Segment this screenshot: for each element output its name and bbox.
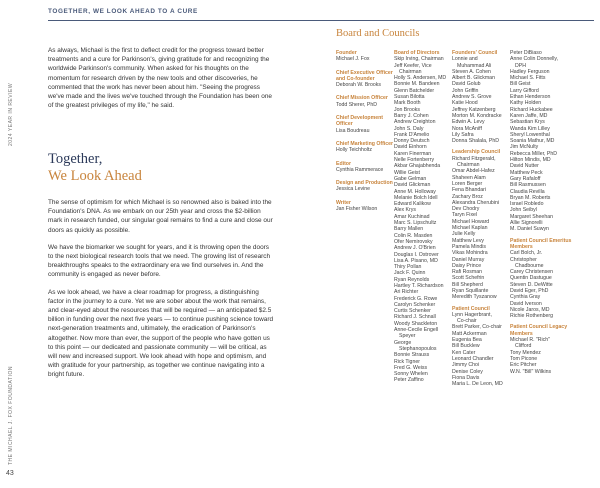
list-item: Eric Pitcher (510, 362, 537, 369)
list-item: Donny Deutsch (394, 138, 430, 145)
list-item: Vikas Mohindra (452, 250, 488, 257)
list-heading: Leadership Council (452, 149, 501, 156)
list-item: Pamela Mindis (452, 243, 487, 250)
list-item: Nora McAniff (452, 125, 482, 132)
list-item: Susan Bilotta (394, 94, 425, 101)
list-item: Marc S. Lipschultz (394, 220, 437, 227)
list-item: Speyer (399, 333, 416, 340)
intro-paragraph: As always, Michael is the first to deflect credit for the progress toward better treatments and a cure for Parkinson's, giving gratitude for and recognizing the worldwide Parkinson's community. When asked for his thoughts on the momentum for research driven by the new tools and other discoveries, he commented that the work has never been about him. "Seeing the progress we've made and the lives we've touched through the Foundation has been one of the greatest privileges of my life," he said. (48, 47, 272, 110)
role-name: Lisa Boudreau (336, 127, 370, 134)
list-item: Ryan Reynolds (394, 276, 430, 283)
list-item: Lynn Hagerbrant, (452, 311, 492, 318)
list-item: David Golub (452, 81, 481, 88)
list-item: DPH (515, 62, 526, 69)
list-item: Jon Brooks (394, 106, 420, 113)
list-item: Claudia Revilla (510, 188, 545, 195)
list-item: Katie Hood (452, 100, 478, 107)
list-item: Rebecca Miller, PhD (510, 150, 557, 157)
list-item: Sonny Whelen (394, 371, 428, 378)
list-item: Jeff Keefer, Vice (394, 62, 432, 69)
list-item: Tony Mendez (510, 349, 541, 356)
role-name: Todd Sherer, PhD (336, 101, 377, 108)
section-heading-line1: Together, (48, 151, 103, 167)
list-item: Skip Irving, Chairman (394, 56, 444, 63)
list-item: Israel Robledo (510, 201, 544, 208)
role-name: Jessica Levine (336, 186, 371, 193)
body-paragraph: As we look ahead, we have a clear roadmap for progress, a distinguishing factor in the journey to a cure. Yet we are sober about the work that remains, and clear-eyed about the resources that will be required — an anticipated $2.5 billion in funding over the next five years — to continue pushing science toward next-generation treatments and, ultimately, the eradication of Parkinson's altogether. Now more than ever, the support of the people who have gotten us to this point — our dedicated and passionate community — will be critical, as will new and increased support. We look ahead with hope and optimism, and with gratitude for your partnership, as together we continue navigating into a bright future. (48, 288, 274, 379)
body-column (48, 198, 276, 388)
list-item: John Griffin (452, 87, 479, 94)
list-heading: Patient Council Emeritus Members (510, 237, 572, 250)
list-item: David Glickman (394, 182, 431, 189)
list-item: Carolyn Schenker (394, 301, 436, 308)
list-item: Bill Shepherd (452, 281, 483, 288)
role-title: Chief Development Officer (336, 115, 383, 128)
list-item: M. Daniel Suwyn (510, 226, 549, 233)
list-item: Eugenia Bea (452, 337, 482, 344)
list-item: Akbar Ghajabhenda (394, 163, 441, 170)
role-title: Editor (336, 160, 351, 167)
list-item: Jack F. Quinn (394, 270, 426, 277)
list-item: Shaheen Alam (452, 174, 486, 181)
list-item: Christopher (510, 256, 537, 263)
list-item: Edwin A. Levy (452, 119, 485, 126)
list-item: George (394, 339, 412, 346)
list-item: Maria L. De Leon, MD (452, 381, 503, 388)
list-item: Quentin Dastugue (510, 275, 552, 282)
list-item: Jeffrey Katzenberg (452, 106, 496, 113)
role-block (336, 50, 394, 63)
list-item: Anne Colin Donnelly, (510, 56, 559, 63)
header-rule (48, 20, 594, 21)
list-item: Lisa A. Pisano, MD (394, 257, 438, 264)
list-item: Andrew J. O'Brien (394, 245, 436, 252)
list-item: Michael Kaplan (452, 225, 488, 232)
list-item: Woody Shackleton (394, 320, 438, 327)
list-item: Thiry Pollan (394, 264, 422, 271)
list-item: Co-chair (457, 318, 477, 325)
list-item: Denise Coley (452, 368, 483, 375)
list-item: Fred G. Weiss (394, 364, 428, 371)
list-item: Allie Signorelli (510, 220, 543, 227)
role-block (336, 200, 394, 213)
page-number: 43 (6, 470, 14, 477)
list-item: Bryan M. Roberts (510, 194, 551, 201)
list-item: Ethan Henderson (510, 94, 551, 101)
list-item: Michael R. "Rich" (510, 337, 551, 344)
list-item: Andrew S. Grove (452, 94, 492, 101)
list-item: Karen Finerman (394, 150, 432, 157)
list-item: Chairman (457, 162, 480, 169)
list-item: Richard Fitzgerald, (452, 155, 496, 162)
list-item: Hadley Ferguson (510, 68, 550, 75)
list-item: Anne M. Holloway (394, 188, 436, 195)
list-item: Matt Ackerman (452, 330, 487, 337)
side-label-foundation: THE MICHAEL J. FOX FOUNDATION (8, 366, 14, 465)
list-item: Peter Zaffino (394, 377, 424, 384)
list-item: Karen Jaffe, MD (510, 112, 548, 119)
list-item: Stephanopoulos (399, 345, 437, 352)
list-item: Carey Christensen (510, 269, 553, 276)
list-item: Richard Huckabee (510, 106, 553, 113)
role-name: Holly Teichholtz (336, 147, 372, 154)
councils-column-2 (510, 50, 572, 375)
list-item: Bonnie Strauss (394, 352, 430, 359)
role-title: Design and Production (336, 180, 393, 187)
list-item: Melanie Bolch Idell (394, 194, 438, 201)
list-item: Tom Picone (510, 355, 538, 362)
list-item: Fiona Davis (452, 374, 480, 381)
list-item: Sheryl Lowenthal (510, 131, 550, 138)
list-item: Chadbourne (515, 262, 544, 269)
role-block (336, 95, 394, 108)
list-item: Mark Booth (394, 100, 421, 107)
list-item: Daniel Murray (452, 256, 485, 263)
list-item: Muhammad Ali (457, 62, 492, 69)
role-block (336, 70, 394, 89)
role-title: Chief Marketing Officer (336, 140, 394, 147)
role-title: Chief Mission Officer (336, 95, 388, 102)
list-item: Michael Howard (452, 218, 490, 225)
list-item: David Einhorn (394, 144, 427, 151)
list-item: David Eger, PhD (510, 287, 549, 294)
list-item: Dev Chodry (452, 206, 480, 213)
list-item: Daisy Prince (452, 262, 482, 269)
role-block (336, 180, 394, 193)
list-item: Frederick G. Rowe (394, 295, 438, 302)
list-item: Brett Parker, Co-chair (452, 324, 502, 331)
list-item: Rafi Rosman (452, 269, 482, 276)
staff-column (336, 50, 394, 219)
list-item: Ken Cater (452, 349, 476, 356)
list-item: Amar Kuchinad (394, 213, 430, 220)
list-item: Bill Bucklew (452, 343, 480, 350)
role-name: Deborah W. Brooks (336, 82, 381, 89)
list-item: Cynthia Gray (510, 294, 541, 301)
list-item: Soania Mathur, MD (510, 138, 555, 145)
list-item: Julie Kelly (452, 231, 476, 238)
list-item: Taryn Fixel (452, 212, 478, 219)
role-title: Writer (336, 199, 351, 206)
list-item: Chairman (399, 68, 422, 75)
councils-column (452, 50, 510, 387)
list-item: Jim McNulty (510, 144, 539, 151)
list-item: Anne-Cecile Engell (394, 327, 439, 334)
list-item: Scott Schefrin (452, 275, 485, 282)
list-item: Barry Mallen (394, 226, 424, 233)
list-item: Jimmy Choi (452, 362, 480, 369)
list-item: Wanda Kim Lilley (510, 125, 550, 132)
role-title: Founder (336, 50, 357, 56)
list-item: Lonnie and (452, 56, 478, 63)
list-item: Andrew Creighton (394, 119, 436, 126)
list-item: Hartley T. Richardson (394, 282, 444, 289)
role-block (336, 161, 394, 174)
list-item: Frank D'Amelio (394, 131, 430, 138)
role-name: Michael J. Fox (336, 56, 370, 63)
board-title: Board and Councils (336, 28, 420, 39)
list-item: Gary Rafaloff (510, 175, 541, 182)
role-block (336, 115, 394, 134)
list-item: Fena Bhandari (452, 187, 487, 194)
list-item: Bill Rasmussen (510, 182, 546, 189)
list-item: Margaret Sheehan (510, 213, 553, 220)
list-item: Omar Abdel-Hafez (452, 168, 495, 175)
list-item: Larry Gifford (510, 87, 539, 94)
list-item: Holly S. Andersen, MD (394, 75, 447, 82)
list-item: Zachary Broz (452, 193, 483, 200)
list-item: Matthew Levy (452, 237, 485, 244)
list-item: Richie Rothenberg (510, 313, 553, 320)
intro-column (48, 46, 276, 118)
list-item: Alexandra Cherubini (452, 199, 500, 206)
list-item: Alex Krys (394, 207, 416, 214)
list-item: Michael S. Fitts (510, 75, 546, 82)
list-item: Matthew Peck (510, 169, 543, 176)
list-item: Donna Shalala, PhD (452, 138, 500, 145)
role-block (336, 141, 394, 154)
side-label-year: 2024 YEAR IN REVIEW (8, 82, 14, 146)
list-item: Edward Kalikow (394, 201, 431, 208)
list-heading: Patient Council (452, 305, 490, 312)
section-heading (48, 151, 142, 185)
list-item: Willie Geist (394, 169, 420, 176)
list-item: Clifford (515, 343, 532, 350)
body-paragraph: The sense of optimism for which Michael is so renowned also is baked into the Foundation's DNA. As we embark on our 25th year and cross the $2-billion mark in research funded, our singular goal remains to find a cure and close our doors as quickly as possible. (48, 199, 273, 234)
list-item: Rick Tigner (394, 358, 420, 365)
list-item: Colin R. Masden (394, 232, 433, 239)
list-item: David Nutter (510, 163, 539, 170)
list-item: Morton M. Kondracke (452, 112, 502, 119)
list-item: Curtis Schenker (394, 308, 431, 315)
list-item: Albert B. Glickman (452, 75, 495, 82)
role-name: Jan Fisher Wilson (336, 206, 378, 213)
list-item: Meredith Tyszanow (452, 294, 497, 301)
list-item: Carl Bolch, Jr. (510, 250, 543, 257)
list-item: Ofer Nemirovsky (394, 238, 433, 245)
list-item: Loren Berger (452, 180, 483, 187)
list-heading: Founders' Council (452, 50, 498, 56)
list-item: David Iverson (510, 300, 542, 307)
list-item: Steven D. DeWitte (510, 281, 553, 288)
list-item: Steven A. Cohen (452, 68, 491, 75)
list-item: Peter DiBiaso (510, 50, 542, 56)
list-item: Lily Safra (452, 131, 474, 138)
list-item: W.N. "Bill" Wilkins (510, 368, 552, 375)
role-name: Cynthia Rammerace (336, 166, 384, 173)
list-item: Richard J. Schnall (394, 314, 436, 321)
list-item: John Seibyl (510, 207, 537, 214)
list-heading: Board of Directors (394, 50, 440, 56)
role-title: Chief Executive Officer and Co-founder (336, 69, 393, 82)
list-item: Douglas I. Ostrover (394, 251, 439, 258)
list-item: Nelle Fortenberry (394, 157, 435, 164)
list-item: Glenn Batchelder (394, 87, 435, 94)
list-item: Nicole Jaros, MD (510, 306, 550, 313)
list-item: Bonnie M. Bandeen (394, 81, 440, 88)
list-item: Sebastian Krys (510, 119, 545, 126)
list-item: Gabe Gelman (394, 175, 427, 182)
running-header: TOGETHER, WE LOOK AHEAD TO A CURE (48, 8, 198, 15)
list-item: Ari Richter (394, 289, 419, 296)
list-item: Leonard Chandler (452, 355, 494, 362)
list-item: Barry J. Cohen (394, 112, 429, 119)
list-item: Kathy Holden (510, 100, 542, 107)
list-item: John S. Daly (394, 125, 424, 132)
list-item: Bill Geist (510, 81, 531, 88)
section-heading-line2: We Look Ahead (48, 168, 142, 184)
board-column (394, 50, 452, 384)
body-paragraph: We have the biomarker we sought for years, and it is throwing open the doors to the next biological research tools that we need. The growing list of research breakthroughs speaks to the extraordinary era we find ourselves in. And the community is engaged as never before. (48, 243, 271, 279)
list-item: Ryan Squillante (452, 287, 489, 294)
list-heading: Patient Council Legacy Members (510, 324, 568, 337)
list-item: Hilton Mindis, MD (510, 157, 551, 164)
